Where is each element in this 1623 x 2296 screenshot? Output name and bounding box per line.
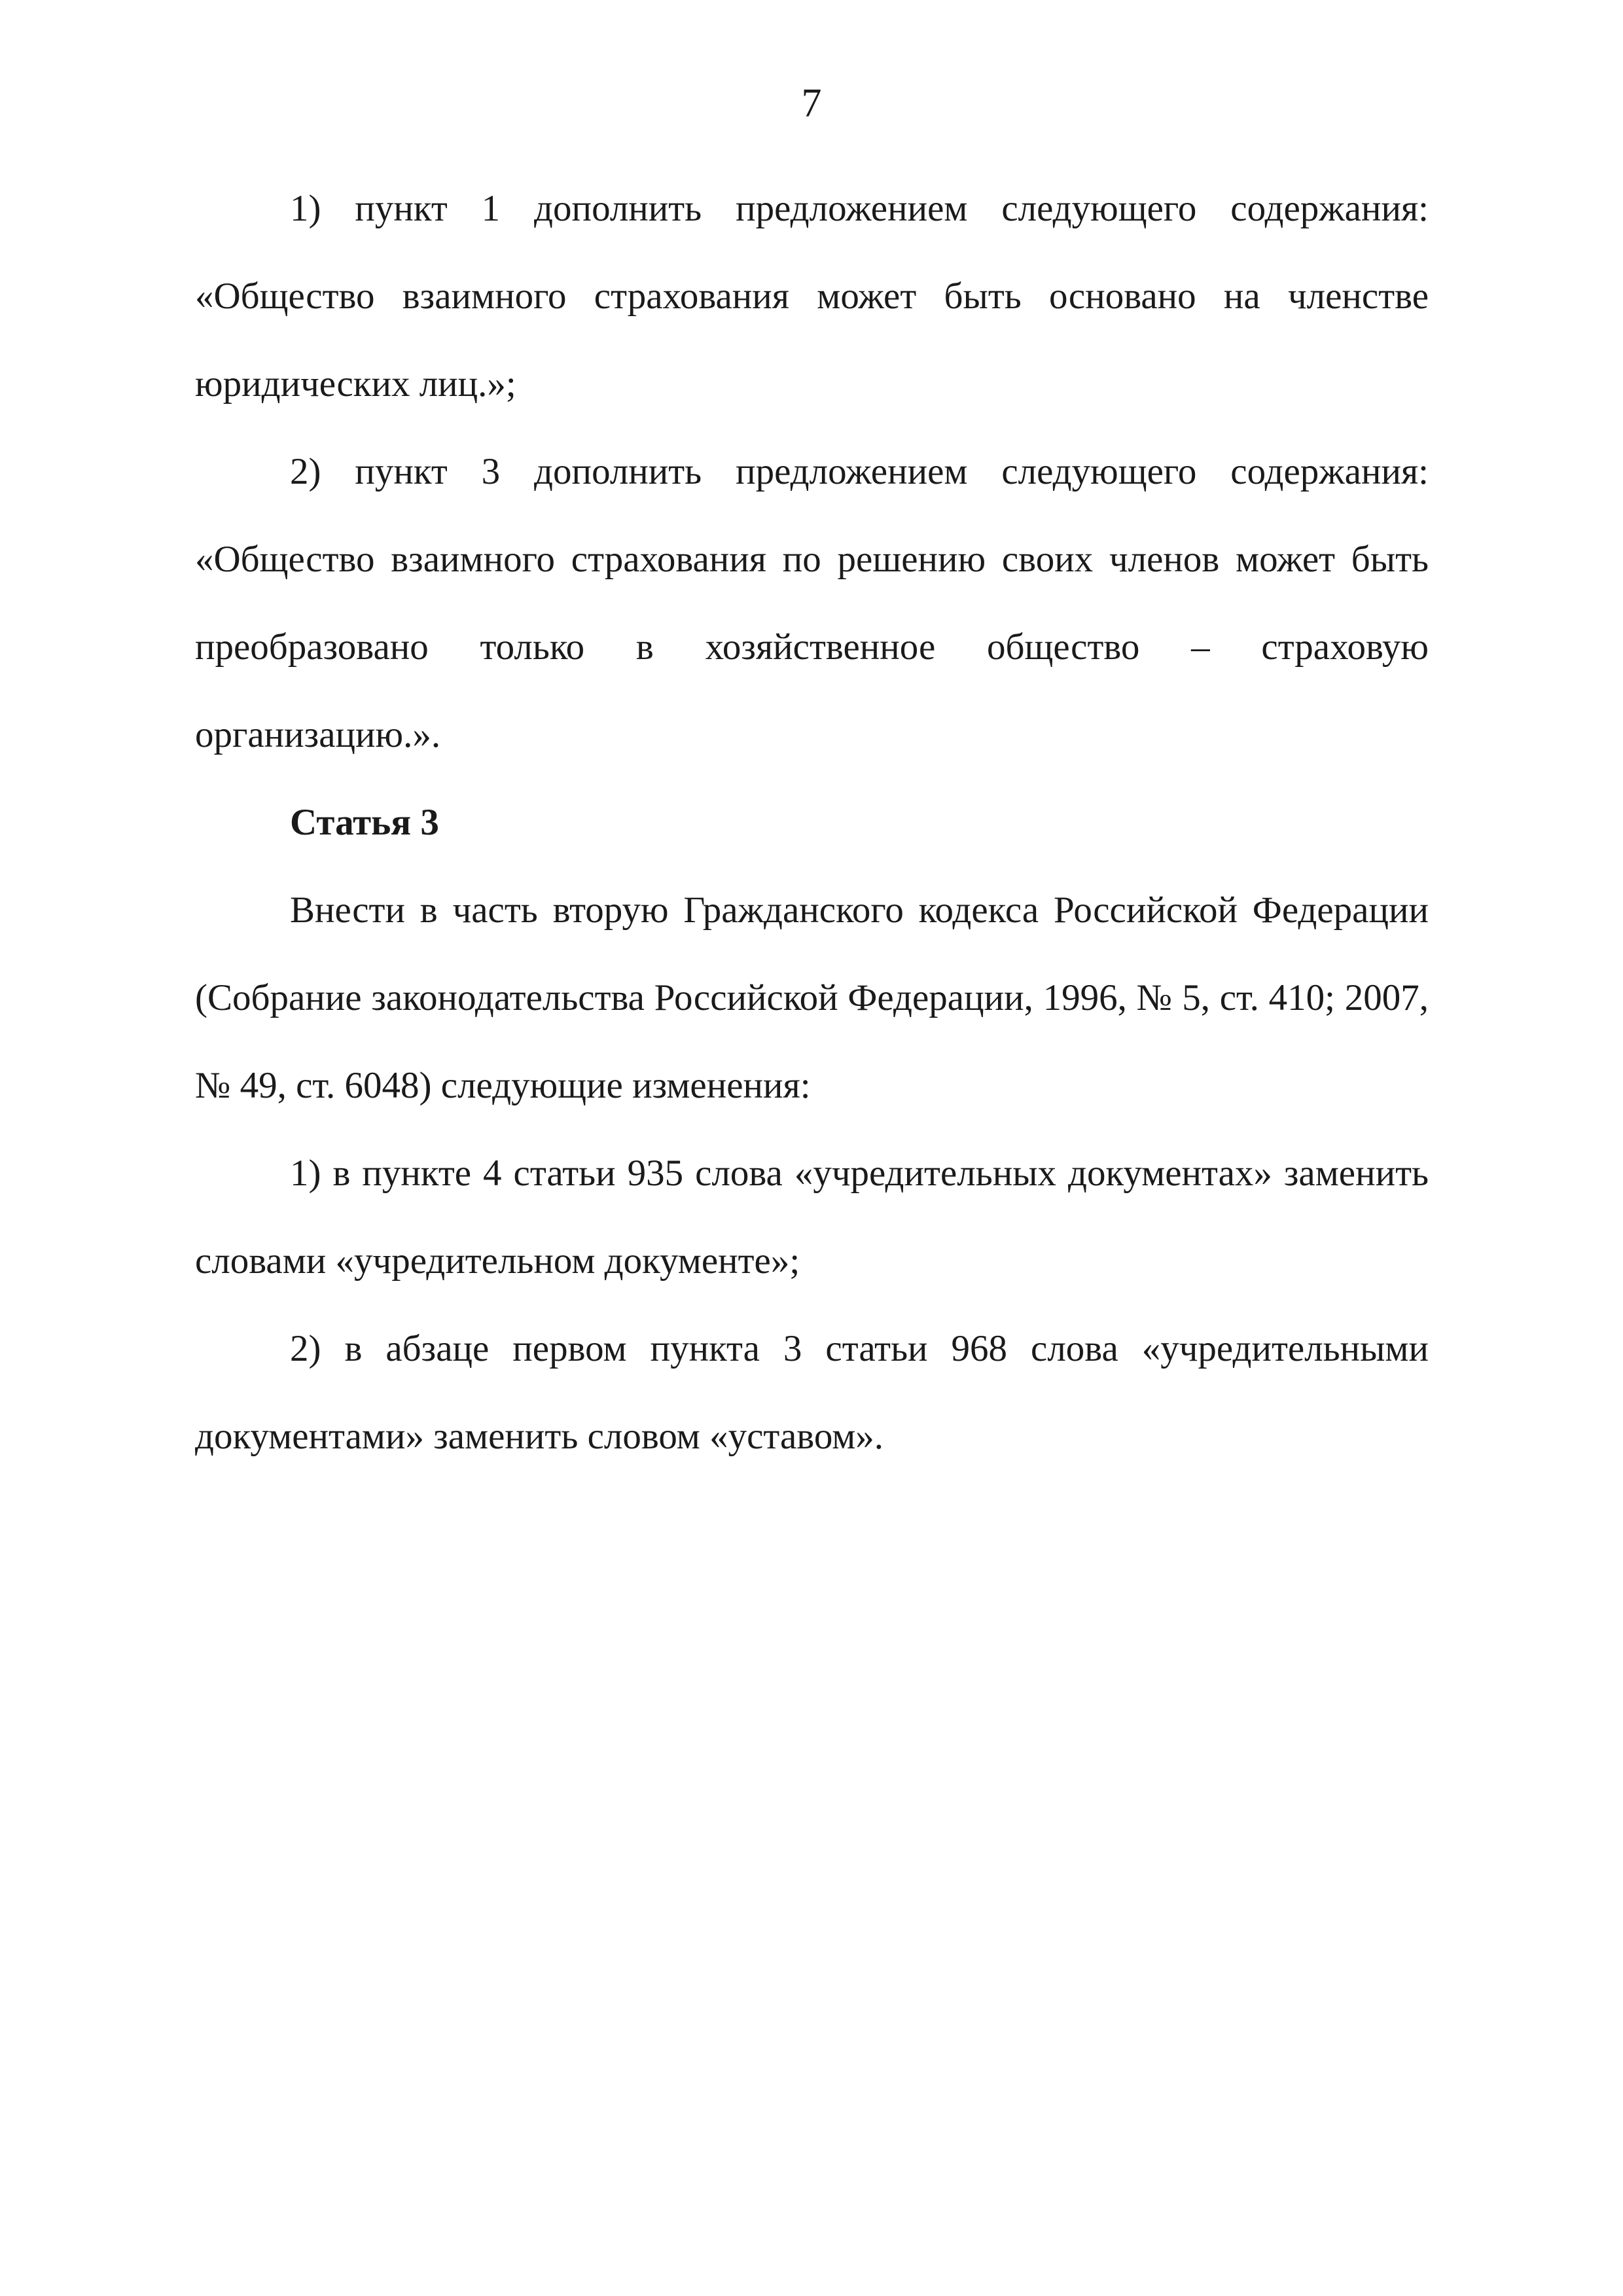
paragraph-item-4: 2) в абзаце первом пункта 3 статьи 968 слова «учредительными документами» заменить словом «уставом». bbox=[195, 1328, 1429, 1457]
document-body bbox=[195, 165, 1429, 1480]
paragraph-item-2: 2) пункт 3 дополнить предложением следующего содержания: «Общество взаимного страхования по решению своих членов может быть преобразовано только в хозяйственное общество – страховую организацию.». bbox=[195, 451, 1429, 755]
page-number: 7 bbox=[801, 81, 822, 126]
paragraph-article-intro: Внести в часть вторую Гражданского кодекса Российской Федерации (Собрание законодательства Российской Федерации, 1996, № 5, ст. 410; 2007, № 49, ст. 6048) следующие изменения: bbox=[195, 889, 1429, 1106]
article-heading: Статья 3 bbox=[290, 802, 439, 843]
paragraph-item-1: 1) пункт 1 дополнить предложением следующего содержания: «Общество взаимного страхования может быть основано на членстве юридических лиц.»; bbox=[195, 188, 1429, 404]
paragraph-item-3: 1) в пункте 4 статьи 935 слова «учредительных документах» заменить словами «учредительном документе»; bbox=[195, 1153, 1429, 1282]
